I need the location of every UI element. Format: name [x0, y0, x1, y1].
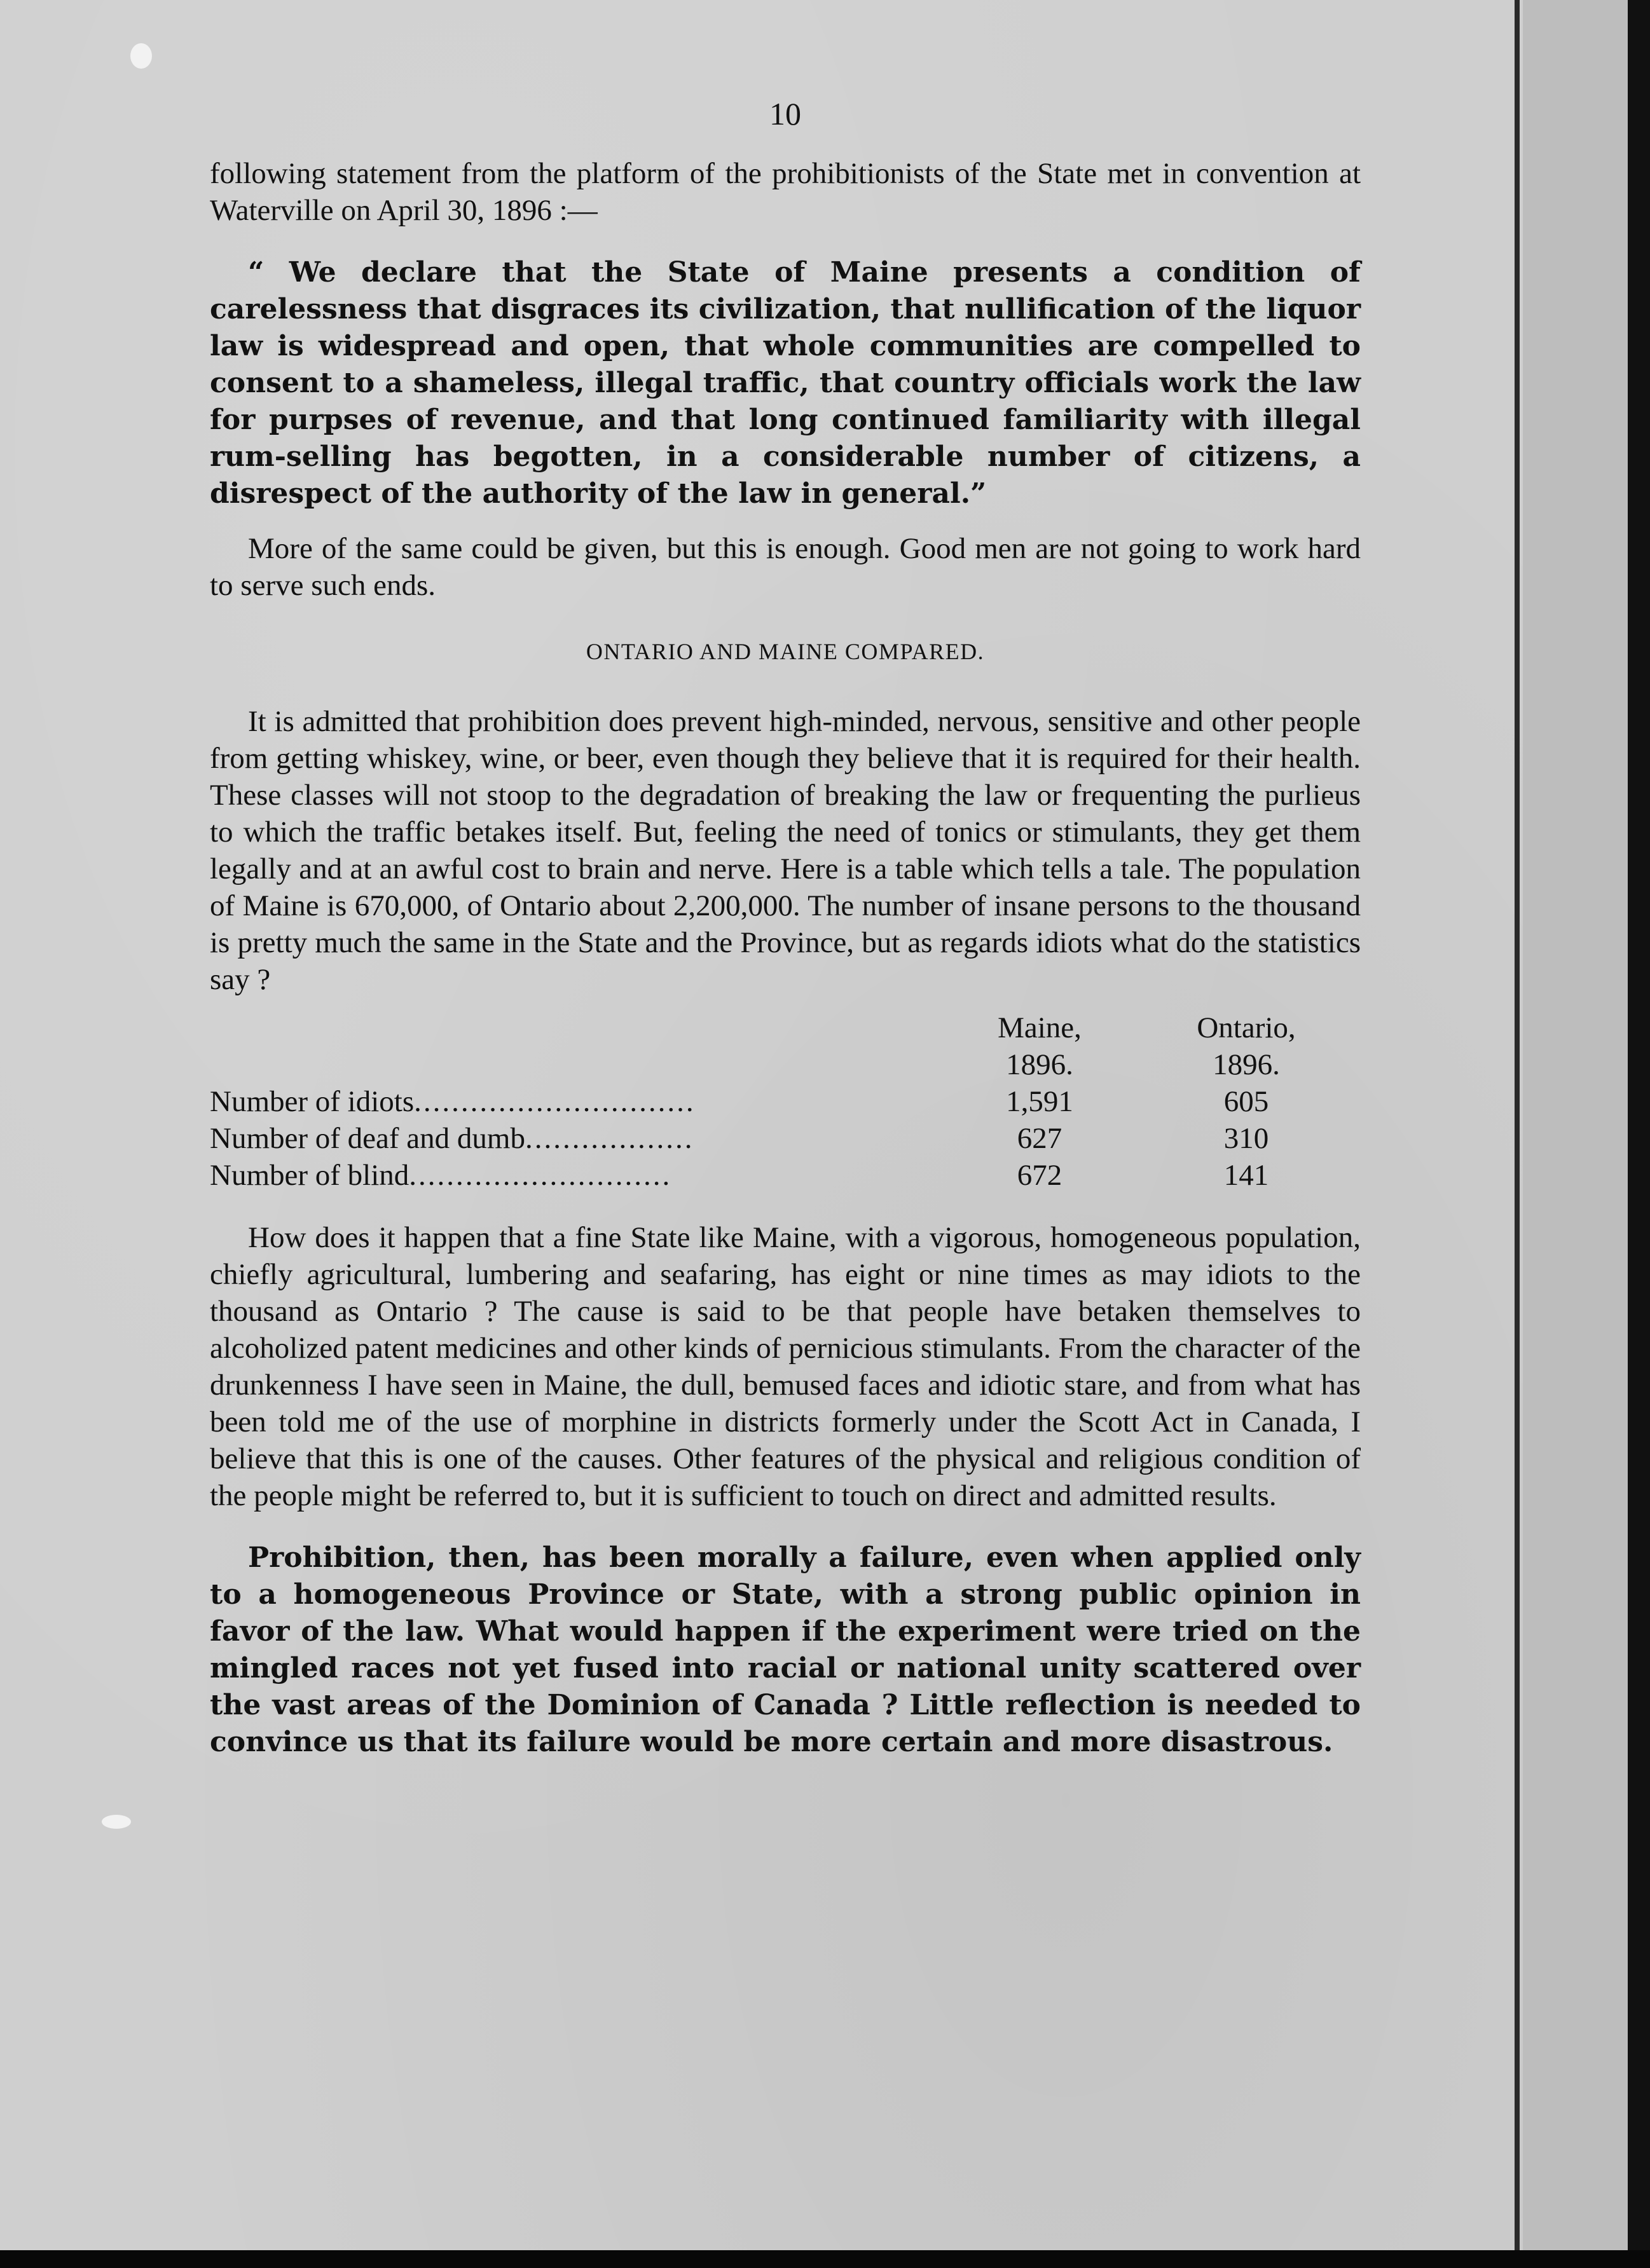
table-row: [210, 1120, 1361, 1157]
row-label: Number of deaf and dumb: [210, 1122, 525, 1155]
scan-speck: [130, 43, 152, 69]
year-maine: 1896.: [1006, 1048, 1073, 1081]
scan-bottom-edge: [0, 2250, 1650, 2268]
section-heading: ONTARIO AND MAINE COMPARED.: [586, 639, 985, 664]
row-leader-dots: ............................: [409, 1159, 672, 1192]
page-fold-line: [1515, 0, 1520, 2250]
value-maine: 627: [1017, 1122, 1062, 1155]
table-row: [210, 1157, 1361, 1194]
value-ontario: 605: [1223, 1085, 1269, 1118]
value-maine: 672: [1017, 1159, 1062, 1192]
scan-right-edge: [1628, 0, 1650, 2268]
page-content: [210, 95, 1361, 1761]
row-label: Number of idiots: [210, 1085, 415, 1118]
value-ontario: 310: [1223, 1122, 1269, 1155]
conclusion-paragraph: Prohibition, then, has been morally a failure, even when applied only to a homogeneous Province or State, with a strong public opinion in favor of the law. What would happen if the experiment were tried on the mingled races not yet fused into racial or national unity scattered over the vast areas of the Dominion of Canada ? Little reflection is needed to convince us that its failure would be more certain and more disastrous.: [210, 1541, 1361, 1758]
row-label: Number of blind: [210, 1159, 409, 1192]
value-ontario: 141: [1223, 1159, 1269, 1192]
how-paragraph: How does it happen that a fine State like Maine, with a vigorous, homogeneous population, chiefly agricultural, lumbering and seafaring, has eight or nine times as may idiots to the thousand as Ontario ? The cause is said to be that people have betaken themselves to alcoholized patent medicines and other kinds of pernicious stimulants. From the character of the drunkenness I have seen in Maine, the dull, bemused faces and idiotic stare, and from what has been told me of the use of morphine in districts formerly under the Scott Act in Canada, I believe that this is one of the causes. Other features of the physical and religious condition of the people might be referred to, but it is sufficient to touch on direct and admitted results.: [210, 1221, 1361, 1512]
page-number: 10: [769, 96, 801, 132]
row-leader-dots: ..................: [525, 1122, 694, 1155]
column-header-maine: Maine,: [998, 1011, 1082, 1044]
table-header-row: [210, 1009, 1361, 1046]
year-ontario: 1896.: [1213, 1048, 1280, 1081]
statistics-table: [210, 1009, 1361, 1194]
value-maine: 1,591: [1006, 1085, 1073, 1118]
scan-speck: [102, 1815, 131, 1829]
column-header-ontario: Ontario,: [1197, 1011, 1296, 1044]
intro-paragraph: following statement from the platform of the prohibitionists of the State met in convention at Waterville on April 30, 1896 :—: [210, 157, 1361, 227]
table-year-row: [210, 1046, 1361, 1083]
admitted-paragraph: It is admitted that prohibition does prevent high-minded, nervous, sensitive and other people from getting whiskey, wine, or beer, even though they believe that it is required for their health. These classes will not stoop to the degradation of breaking the law or frequenting the purlieus to which the traffic betakes itself. But, feeling the need of tonics or stimulants, they get them legally and at an awful cost to brain and nerve. Here is a table which tells a tale. The population of Maine is 670,000, of Ontario about 2,200,000. The number of insane persons to the thousand is pretty much the same in the State and the Province, but as regards idiots what do the statistics say ?: [210, 705, 1361, 996]
platform-quote: “ We declare that the State of Maine presents a condition of carelessness that disgraces its civilization, that nullification of the liquor law is widespread and open, that whole communities are compelled to consent to a shameless, illegal traffic, that country officials work the law for purpses of revenue, and that long continued familiarity with illegal rum-selling has begotten, in a considerable number of citizens, a disrespect of the authority of the law in general.”: [210, 256, 1361, 510]
more-paragraph: More of the same could be given, but this is enough. Good men are not going to work hard to serve such ends.: [210, 532, 1361, 602]
row-leader-dots: ..............................: [414, 1085, 696, 1118]
table-row: [210, 1083, 1361, 1120]
